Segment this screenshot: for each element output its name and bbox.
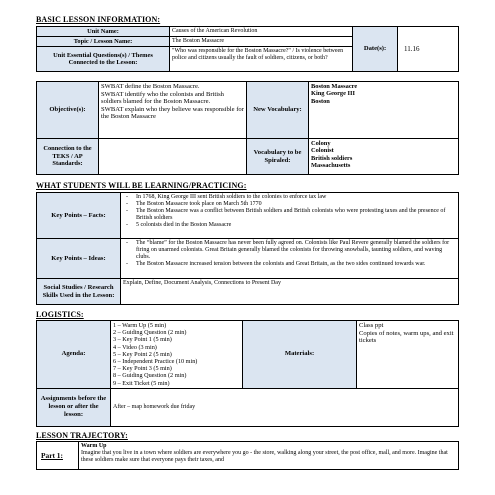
essential-questions-value: "Who was responsible for the Boston Massacre?" / Is violence between police and citizens usually the fault of soldiers, citizens, or both? (170, 47, 353, 72)
idea-item: - The “blame” for the Boston Massacre has never been fully agreed on. Colonists like Paul Revere generally blamed the soldiers for firing on unarmed colonists. Great Britain generally blamed the colonists for throwing snowballs, taunting soldiers, and waving clubs. (123, 240, 456, 261)
objectives-table (36, 81, 459, 175)
vocab-item: Boston Massacre (311, 83, 358, 90)
materials-item: Copies of notes, warm ups, and exit tickets (359, 329, 454, 345)
materials-list (357, 321, 459, 389)
agenda-list (111, 321, 243, 389)
ideas-list (121, 239, 459, 279)
materials-item: Class ppt (359, 322, 384, 329)
warm-up-cell (79, 442, 459, 470)
logistics-table (36, 320, 459, 427)
facts-list (121, 193, 459, 239)
agenda-item: 5 – Key Point 2 (5 min) (113, 350, 172, 358)
objectives-label: Objective(s): (37, 82, 99, 139)
ideas-label: Key Points – Ideas: (37, 239, 121, 279)
vocab-item: Boston (311, 97, 330, 105)
warm-up-title: Warm Up (81, 443, 107, 449)
teks-label: Connection to the TEKS / AP Standards: (37, 139, 99, 175)
topic-label: Topic / Lesson Name: (37, 37, 170, 47)
skills-value: Explain, Define, Document Analysis, Connections to Present Day (121, 279, 459, 305)
fact-item: - In 1768, King George III sent British soldiers to the colonies to enforce tax law (123, 194, 456, 201)
fact-item: - 5 colonists died in the Boston Massacre (123, 222, 456, 229)
trajectory-table (36, 441, 459, 470)
skills-label: Social Studies / Research Skills Used in the Lesson: (37, 279, 121, 305)
idea-item: - The Boston Massacre increased tension between the colonists and Great Britain, as the two sides continued towards war. (123, 261, 456, 268)
spiraled-item: British soldiers (311, 154, 353, 162)
materials-label: Materials: (243, 321, 357, 389)
agenda-item: 3 – Key Point 1 (5 min) (113, 336, 172, 344)
unit-name-value: Causes of the American Revolution (170, 27, 353, 37)
new-vocabulary-list (309, 82, 459, 139)
section-heading-learning: WHAT STUDENTS WILL BE LEARNING/PRACTICING: (36, 181, 247, 190)
assignments-label: Assignments before the lesson or after the lesson: (37, 388, 111, 426)
agenda-label: Agenda: (37, 321, 111, 389)
agenda-item: 2 – Guiding Question (2 min) (113, 329, 187, 337)
spiraled-item: Colonist (311, 147, 334, 155)
agenda-item: 1 – Warm Up (5 min) (113, 322, 167, 329)
objective-line: SWBAT explain who they believe was responsible for the Boston Massacre (101, 105, 244, 121)
objectives-list (99, 82, 247, 139)
warm-up-text: Imagine that you live in a town where soldiers are everywhere you go - the store, walking along your street, the post office, mall, and more. Imagine that these soldiers make sure that everyone pays their taxes, and (81, 450, 448, 463)
date-value: 11.16 (398, 27, 459, 72)
essential-questions-label: Unit Essential Questions(s) / Themes Connected to the Lesson: (37, 47, 170, 72)
agenda-item: 4 – Video (3 min) (113, 343, 157, 351)
unit-name-label: Unit Name: (37, 27, 170, 37)
topic-value: The Boston Massacre (170, 37, 353, 47)
spiraled-vocabulary-label: Vocabulary to be Spiraled: (247, 139, 309, 175)
agenda-item: 9 – Exit Ticket (5 min) (113, 379, 170, 387)
spiraled-item: Massachusetts (311, 162, 351, 170)
agenda-item: 6 – Independent Practice (10 min) (113, 358, 198, 366)
agenda-item: 7 – Key Point 3 (5 min) (113, 365, 172, 373)
fact-item: - The Boston Massacre was a conflict between British soldiers and British colonists who were protesting taxes and the presence of British soldiers (123, 208, 456, 222)
objective-line: SWBAT identify who the colonists and British soldiers blamed for the Boston Massacre. (101, 90, 224, 106)
agenda-item: 8 – Guiding Question (2 min) (113, 372, 187, 380)
objective-line: SWBAT define the Boston Massacre. (101, 83, 200, 90)
date-label: Date(s): (353, 27, 398, 72)
spiraled-vocabulary-list (309, 139, 459, 175)
section-heading-basic: BASIC LESSON INFORMATION: (36, 15, 161, 24)
assignments-value: After – map homework due friday (111, 388, 459, 426)
fact-item: - The Boston Massacre took place on March 5th 1770 (123, 201, 456, 208)
basic-info-table (36, 26, 459, 72)
key-points-table (36, 192, 459, 305)
new-vocabulary-label: New Vocabulary: (247, 82, 309, 139)
teks-value (99, 139, 247, 175)
spiraled-item: Colony (311, 140, 331, 147)
part-1-label: Part 1: (37, 442, 79, 470)
vocab-item: King George III (311, 90, 356, 98)
facts-label: Key Points – Facts: (37, 193, 121, 239)
section-heading-logistics: LOGISTICS: (36, 310, 84, 319)
section-heading-trajectory: LESSON TRAJECTORY: (36, 431, 128, 440)
